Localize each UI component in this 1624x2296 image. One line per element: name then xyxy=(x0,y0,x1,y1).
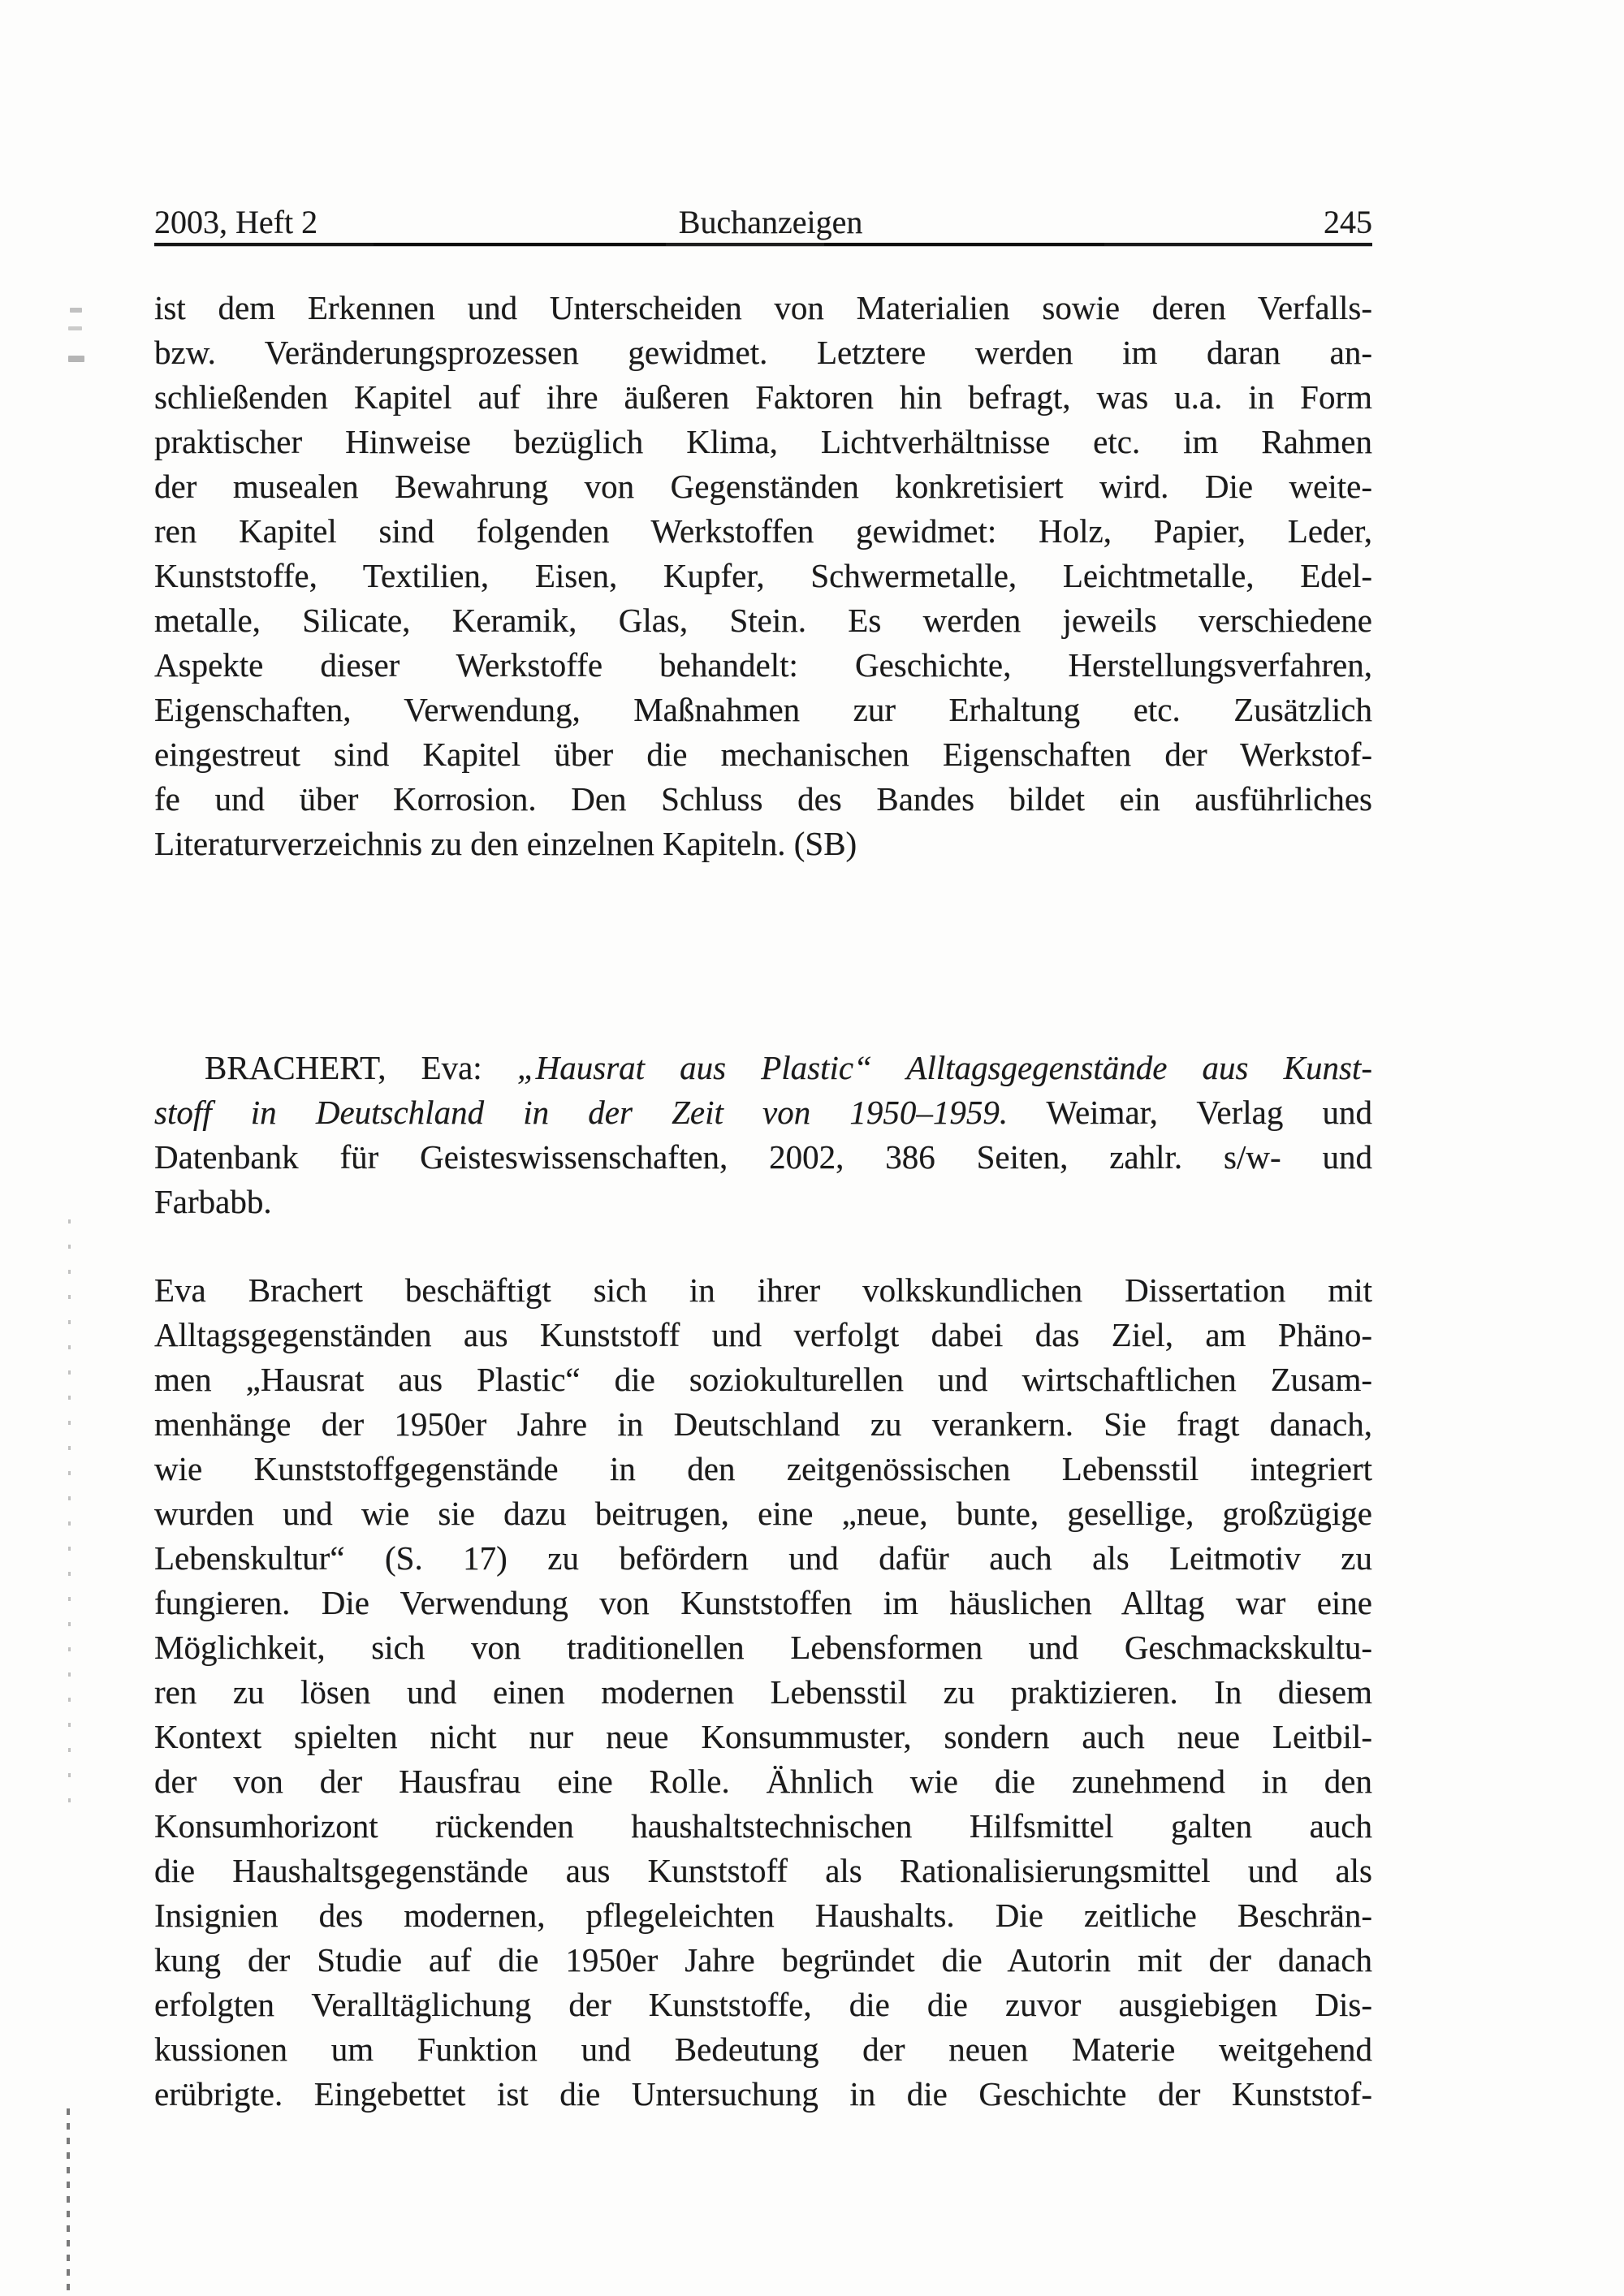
text-line xyxy=(154,2072,1372,2117)
text-line xyxy=(154,1983,1372,2027)
text-line xyxy=(154,509,1372,554)
text-line xyxy=(154,1581,1372,1625)
text-line xyxy=(154,1357,1372,1402)
text-line xyxy=(154,1491,1372,1536)
scan-artifact-speck xyxy=(68,356,84,362)
text-run: Konsumhorizont rückenden haushaltstechnischen Hilfsmittel galten auch xyxy=(154,1807,1372,1845)
text-line xyxy=(154,554,1372,598)
text-line xyxy=(154,330,1372,375)
text-run: kung der Studie auf die 1950er Jahre begründet die Autorin mit der danach xyxy=(154,1941,1372,1979)
text-run: Möglichkeit, sich von traditionellen Lebensformen und Geschmackskultu- xyxy=(154,1629,1372,1666)
text-line xyxy=(154,1804,1372,1849)
text-run: ren Kapitel sind folgenden Werkstoffen gewidmet: Holz, Papier, Leder, xyxy=(154,512,1372,550)
text-run: Eva Brachert beschäftigt sich in ihrer volkskundlichen Dissertation mit xyxy=(154,1271,1372,1309)
text-line xyxy=(154,1313,1372,1357)
text-line xyxy=(154,1625,1372,1670)
text-run: erfolgten Veralltäglichung der Kunststoffe, die die zuvor ausgiebigen Dis- xyxy=(154,1986,1372,2023)
text-line xyxy=(154,1938,1372,1983)
text-line xyxy=(154,286,1372,330)
text-run: Insignien des modernen, pflegeleichten Haushalts. Die zeitliche Beschrän- xyxy=(154,1897,1372,1934)
text-line xyxy=(154,1402,1372,1447)
text-line xyxy=(154,2027,1372,2072)
text-run: kussionen um Funktion und Bedeutung der neuen Materie weitgehend xyxy=(154,2031,1372,2068)
text-run: Eigenschaften, Verwendung, Maßnahmen zur Erhaltung etc. Zusätzlich xyxy=(154,691,1372,728)
text-run: Literaturverzeichnis zu den einzelnen Kapiteln. (SB) xyxy=(154,825,857,862)
text-run: wie Kunststoffgegenstände in den zeitgenössischen Lebensstil integriert xyxy=(154,1450,1372,1487)
text-run: erübrigte. Eingebettet ist die Untersuchung in die Geschichte der Kunststof- xyxy=(154,2075,1372,2113)
page-number: 245 xyxy=(1324,204,1372,240)
text-run: men „Hausrat aus Plastic“ die soziokulturellen und wirtschaftlichen Zusam- xyxy=(154,1361,1372,1398)
text-line xyxy=(154,688,1372,732)
text-run: BRACHERT, Eva: xyxy=(205,1049,517,1086)
text-run: ren zu lösen und einen modernen Lebensstil zu praktizieren. In diesem xyxy=(154,1673,1372,1711)
text-run: schließenden Kapitel auf ihre äußeren Faktoren hin befragt, was u.a. in Form xyxy=(154,378,1372,416)
text-line xyxy=(154,1670,1372,1715)
italic-text-run: „Hausrat aus Plastic“ Alltagsgegenstände aus Kunst- xyxy=(516,1049,1372,1086)
text-line xyxy=(154,1135,1372,1180)
text-line xyxy=(154,643,1372,688)
text-run: Alltagsgegenständen aus Kunststoff und verfolgt dabei das Ziel, am Phäno- xyxy=(154,1316,1372,1353)
italic-text-run: stoff in Deutschland in der Zeit von 1950–1959. xyxy=(154,1094,1009,1131)
text-run: ist dem Erkennen und Unterscheiden von Materialien sowie deren Verfalls- xyxy=(154,289,1372,326)
text-run: Kontext spielten nicht nur neue Konsummuster, sondern auch neue Leitbil- xyxy=(154,1718,1372,1755)
text-run: Kunststoffe, Textilien, Eisen, Kupfer, Schwermetalle, Leichtmetalle, Edel- xyxy=(154,557,1372,594)
text-run: Aspekte dieser Werkstoffe behandelt: Geschichte, Herstellungsverfahren, xyxy=(154,646,1372,684)
text-run: die Haushaltsgegenstände aus Kunststoff als Rationalisierungsmittel und als xyxy=(154,1852,1372,1889)
text-line xyxy=(154,1090,1372,1135)
text-run: der musealen Bewahrung von Gegenständen konkretisiert wird. Die weite- xyxy=(154,468,1372,505)
review-continuation-paragraph xyxy=(154,286,1372,866)
text-line xyxy=(154,1180,1372,1224)
text-run: metalle, Silicate, Keramik, Glas, Stein. Es werden jeweils verschiedene xyxy=(154,602,1372,639)
page-header xyxy=(154,201,1372,244)
text-line xyxy=(154,375,1372,420)
text-line xyxy=(154,1268,1372,1313)
text-line xyxy=(154,1447,1372,1491)
text-line xyxy=(154,1893,1372,1938)
text-line xyxy=(154,420,1372,464)
text-run: Lebenskultur“ (S. 17) zu befördern und dafür auch als Leitmotiv zu xyxy=(154,1539,1372,1577)
text-run: wurden und wie sie dazu beitrugen, eine „neue, bunte, gesellige, großzügige xyxy=(154,1495,1372,1532)
scan-artifact-speck xyxy=(70,308,82,313)
text-line xyxy=(154,1849,1372,1893)
text-run: menhänge der 1950er Jahre in Deutschland zu verankern. Sie fragt danach, xyxy=(154,1405,1372,1443)
text-line xyxy=(154,777,1372,822)
header-divider-rule xyxy=(154,243,1372,246)
scan-artifact-dotted-line xyxy=(67,2108,70,2296)
text-line xyxy=(154,1536,1372,1581)
section-title: Buchanzeigen xyxy=(678,204,863,240)
text-run: bzw. Veränderungsprozessen gewidmet. Letztere werden im daran an- xyxy=(154,334,1372,371)
scan-artifact-margin-dashes xyxy=(68,1219,71,1820)
text-line xyxy=(154,1046,1372,1090)
book-citation-paragraph xyxy=(154,1046,1372,1224)
review-body-paragraph xyxy=(154,1268,1372,2117)
text-line xyxy=(154,1759,1372,1804)
text-run: Farbabb. xyxy=(154,1183,272,1220)
text-run: Weimar, Verlag und xyxy=(1008,1094,1372,1131)
scan-artifact-speck xyxy=(68,326,82,330)
text-run: fe und über Korrosion. Den Schluss des Bandes bildet ein ausführliches xyxy=(154,780,1372,818)
text-line xyxy=(154,822,1372,866)
text-run: praktischer Hinweise bezüglich Klima, Lichtverhältnisse etc. im Rahmen xyxy=(154,423,1372,460)
journal-issue-label: 2003, Heft 2 xyxy=(154,204,318,240)
text-line xyxy=(154,598,1372,643)
text-line xyxy=(154,732,1372,777)
text-run: eingestreut sind Kapitel über die mechanischen Eigenschaften der Werkstof- xyxy=(154,736,1372,773)
text-run: Datenbank für Geisteswissenschaften, 2002, 386 Seiten, zahlr. s/w- und xyxy=(154,1138,1372,1176)
text-line xyxy=(154,1715,1372,1759)
text-run: der von der Hausfrau eine Rolle. Ähnlich wie die zunehmend in den xyxy=(154,1763,1372,1800)
text-line xyxy=(154,464,1372,509)
text-run: fungieren. Die Verwendung von Kunststoffen im häuslichen Alltag war eine xyxy=(154,1584,1372,1621)
